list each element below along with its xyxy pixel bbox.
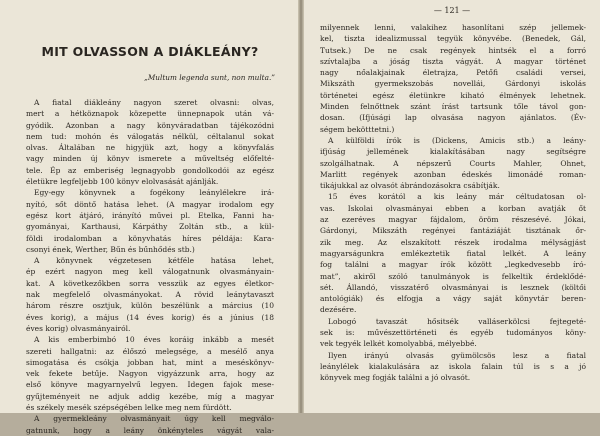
text-line: Gárdonyi, Mikszáth regényei fantáziáját tisztának őr- [320, 226, 586, 236]
text-line: ségem bekötttetni.) [320, 124, 395, 134]
text-line: gyűjteményeit ne adjuk addig kezébe, míg a magyar [26, 391, 274, 401]
text-line: történetei egész életünkre kiható élmények lehetnek. [320, 90, 586, 100]
text-line: és székely mesék szépségében lelke meg nem fürdött. [26, 403, 232, 413]
text-line: nyító, sőt döntő hatása lehet. (A magyar irodalom egy [26, 199, 274, 209]
text-line: ép ezért nagyon meg kell válogatnunk olvasmányain- [26, 267, 274, 277]
article-title: MIT OLVASSON A DIÁKLEÁNY? [41, 44, 259, 59]
text-line: csonyi ének, Werther, Bűn és bűnhődés stb.) [26, 244, 195, 254]
text-line: mat”, akiről szóló tanulmányok is felkeltik érdeklődé- [320, 271, 586, 281]
text-line: vek fekete betűje. Nagyon vigyázzunk arra, hogy az [26, 369, 274, 379]
text-line: Marlitt regények azonban édeskés limonádé roman- [320, 169, 586, 179]
text-line: Minden felnőttnek szánt írást tartsunk tőle távol gon- [320, 102, 586, 112]
text-line: A gyermekleány olvasmányait úgy kell megválo- [34, 414, 274, 424]
text-line: sét. Állandó, visszatérő olvasmányai is lesznek (költői [320, 282, 586, 292]
text-line: első könyve magyarnyelvű legyen. Idegen fajok mese- [26, 380, 274, 390]
right-page-text [320, 22, 586, 384]
text-line: szereti hallgatni: az élőszó melegsége, a mesélő anya [26, 346, 274, 356]
text-line: nagy nőalakjainak életrajza, Petőfi családi versei, [320, 68, 586, 78]
text-line: antológiák) és elfogja a vágy saját könyvtár beren- [320, 294, 586, 304]
text-line: gyódik. Azonban a nagy könyváradatban tájékozódni [26, 120, 274, 130]
text-line: 15 éves korától a kis leány már céltudatosan ol- [328, 192, 586, 202]
text-line: vas. Iskolai olvasmányai ebben a korban avatják őt [320, 203, 586, 213]
text-line: mert a hétköznapok közepette ünnepnapok után vá- [26, 109, 274, 119]
text-line: milyennek lenni, valakihez hasonlítani szép jellemek- [320, 23, 586, 32]
text-line: nak megfelelő olvasmányokat. A rövid leánytavaszt [26, 290, 274, 300]
text-line: egész kort átjáró, irányító művei pl. Etelka, Fanni ha- [26, 210, 274, 220]
text-line: tele. Ép az emberiség legnagyobb gondolkodói az egész [26, 165, 274, 175]
text-line: olvas. Általában ne higyjük azt, hogy a könyvfalás [26, 143, 274, 153]
text-line: fog találni a magyar írók között „legkedvesebb író- [320, 260, 586, 270]
text-line: dezésére. [320, 305, 357, 315]
text-line: A kis emberbimbó 10 éves koráig inkább a mesét [34, 335, 274, 345]
text-line: három részre osztjuk, külön beszélünk a március (10 [26, 301, 274, 311]
text-line: Tutsek.) De ne csak regények hintsék el a forró [320, 45, 586, 55]
text-line: simogatása és csókja jobban hat, mint a meséskönyv- [26, 357, 274, 367]
text-line: nem tud: mohón és válogatás nélkül, céltalanul sokat [26, 131, 274, 141]
text-line: könyvek meg fogják találni a jó olvasót. [320, 373, 471, 383]
text-line: életükre legfeljebb 100 könyv elolvasását ajánlják. [26, 177, 219, 187]
text-line: szívtalajba a jóság tiszta vágyát. A magyar történet [320, 56, 586, 66]
text-line: éves korig), a május (14 éves korig) és a június (18 [26, 312, 274, 322]
text-line: gatnunk, hogy a leány önkényteles vágyát vala- [26, 425, 274, 435]
text-line: Lobogó tavaszát hősitsék valláserkölcsi fejtegeté- [328, 316, 586, 326]
text-line: zik meg. Az elszakított részek irodalma mélyságjást [320, 237, 586, 247]
text-line: gyományai, Karthausi, Kárpáthy Zoltán stb., a kül- [26, 222, 274, 232]
text-line: sek is: művészettörténeti és egyéb tudományos köny- [320, 328, 586, 338]
page-number: — 121 — [433, 6, 471, 15]
text-line: ifjúság jellemének kialakításában nagy segítségre [320, 147, 586, 157]
left-page [0, 0, 298, 435]
right-page [304, 0, 600, 413]
text-line: szolgálhatnak. A népszerű Courts Mahler, Ohnet, [320, 158, 586, 168]
text-line: Egy-egy könyvnek a fogékony leánylélekre irá- [34, 188, 274, 198]
text-line: magyarságunkra emlékeztetik fiatal lelkét. A leány [320, 248, 586, 258]
text-line: dosan. (Ifjúsági lap olvasása nagyon ajánlatos. (Év- [320, 113, 586, 123]
text-line: tikájukkal az olvasót ábrándozásokra csábítják. [320, 181, 500, 191]
text-line: kel, tiszta idealizmussal tegyük könyvébe. (Benedek, Gál, [320, 34, 586, 44]
text-line: éves korig) olvasmányairól. [26, 323, 131, 333]
text-line: Mikszáth gyermekszobás novellái, Gárdonyi iskolás [320, 79, 586, 89]
text-line: kat. A következőkben sorra vesszük az egyes életkor- [26, 278, 274, 288]
text-line: vagy minden új könyv ismerete a műveltség előfelté- [26, 154, 274, 164]
text-line: vek tegyék lelkét komolyabbá, mélyebbé. [320, 339, 477, 349]
text-line: Ilyen irányú olvasás gyümölcsös lesz a fiatal [328, 350, 586, 360]
left-page-text [26, 97, 274, 436]
text-line: A könyvnek végzetesen kétféle hatása lehet, [34, 256, 274, 266]
text-line: A fiatal diákleány nagyon szeret olvasni: olvas, [34, 98, 274, 107]
text-line: leánylélek kialakulására az iskola falain túl is s a jó [320, 361, 586, 371]
text-line: földi irodalomban a könyvhatás híres példája: Kara- [26, 233, 274, 243]
text-line: A külföldi írók is (Dickens, Amicis stb.) a leány- [328, 135, 586, 145]
article-motto: „Multum legenda sunt, non multa.” [144, 73, 275, 82]
text-line: az ezeréves magyar fájdalom, öröm részesévé. Jókai, [320, 215, 586, 225]
